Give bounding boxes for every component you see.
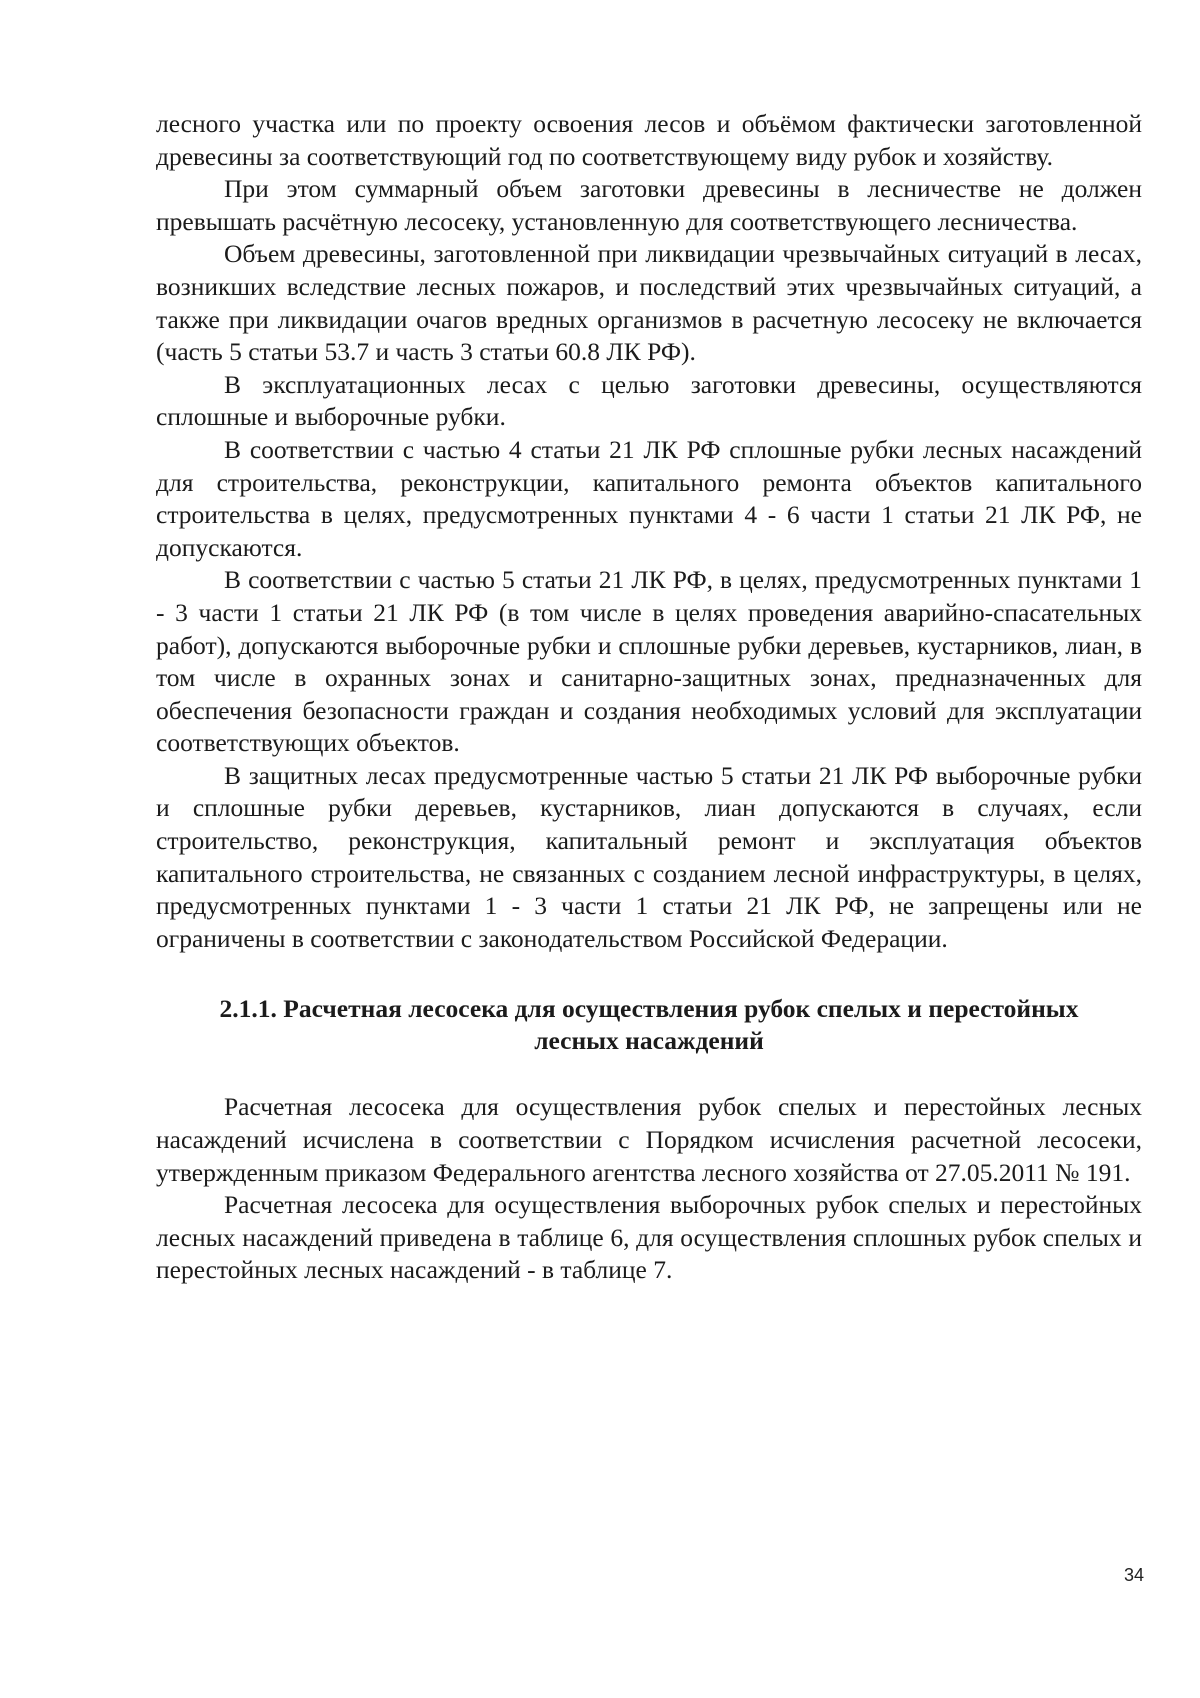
- paragraph: Объем древесины, заготовленной при ликвидации чрезвычайных ситуаций в лесах, возникших вследствие лесных пожаров, и последствий этих чрезвычайных ситуаций, а также при ликвидации очагов вредных организмов в расчетную лесосеку не включается (часть 5 статьи 53.7 и часть 3 статьи 60.8 ЛК РФ).: [156, 239, 1142, 367]
- paragraph: лесного участка или по проекту освоения лесов и объёмом фактически заготовленной древесины за соответствующий год по соответствующему виду рубок и хозяйству.: [156, 109, 1142, 171]
- paragraph: Расчетная лесосека для осуществления выборочных рубок спелых и перестойных лесных насаждений приведена в таблице 6, для осуществления сплошных рубок спелых и перестойных лесных насаждений - в таблице 7.: [156, 1190, 1142, 1285]
- body-text: [156, 108, 1142, 1287]
- page-number: 34: [1123, 1565, 1144, 1585]
- paragraph: В соответствии с частью 5 статьи 21 ЛК РФ, в целях, предусмотренных пунктами 1 - 3 части 1 статьи 21 ЛК РФ (в том числе в целях проведения аварийно-спасательных работ), допускаются выборочные рубки и сплошные рубки деревьев, кустарников, лиан, в том числе в охранных зонах и санитарно-защитных зонах, предназначенных для обеспечения безопасности граждан и создания необходимых условий для эксплуатации соответствующих объектов.: [156, 565, 1142, 758]
- paragraph: Расчетная лесосека для осуществления рубок спелых и перестойных лесных насаждений исчислена в соответствии с Порядком исчисления расчетной лесосеки, утвержденным приказом Федерального агентства лесного хозяйства от 27.05.2011 № 191.: [156, 1092, 1142, 1187]
- paragraph: В защитных лесах предусмотренные частью 5 статьи 21 ЛК РФ выборочные рубки и сплошные рубки деревьев, кустарников, лиан допускаются в случаях, если строительство, реконструкция, капитальный ремонт и эксплуатация объектов капитального строительства, не связанных с созданием лесной инфраструктуры, в целях, предусмотренных пунктами 1 - 3 части 1 статьи 21 ЛК РФ, не запрещены или не ограничены в соответствии с законодательством Российской Федерации.: [156, 760, 1142, 953]
- section-heading-line: 2.1.1. Расчетная лесосека для осуществления рубок спелых и перестойных: [219, 994, 1079, 1024]
- paragraph: При этом суммарный объем заготовки древесины в лесничестве не должен превышать расчётную лесосеку, установленную для соответствующего лесничества.: [156, 174, 1142, 236]
- paragraph: В эксплуатационных лесах с целью заготовки древесины, осуществляются сплошные и выборочные рубки.: [156, 369, 1142, 432]
- section-heading: [156, 993, 1142, 1057]
- paragraph: В соответствии с частью 4 статьи 21 ЛК РФ сплошные рубки лесных насаждений для строительства, реконструкции, капитального ремонта объектов капитального строительства в целях, предусмотренных пунктами 4 - 6 части 1 статьи 21 ЛК РФ, не допускаются.: [156, 434, 1142, 562]
- section-heading-line: лесных насаждений: [534, 1026, 764, 1056]
